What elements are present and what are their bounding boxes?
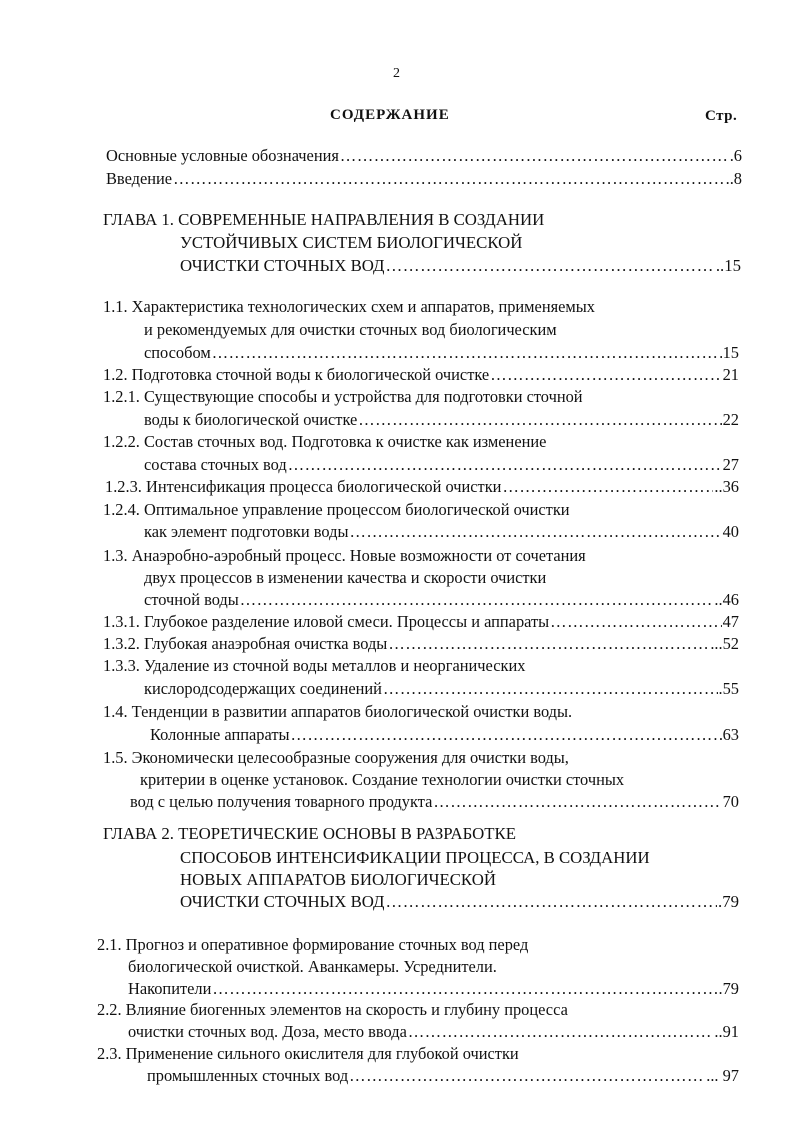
toc-entry-page: 22 (722, 410, 739, 429)
toc-leader (212, 979, 717, 999)
toc-entry-title: 1.2.3. Интенсификация процесса биологической очистки (105, 477, 502, 496)
toc-entry (144, 522, 739, 542)
toc-entry-text: критерии в оценке установок. Создание технологии очистки сточных (140, 770, 625, 789)
toc-entry-title: воды к биологической очистке (144, 410, 358, 429)
toc-entry-page: ..8 (725, 169, 742, 188)
toc-entry-page: 70 (722, 792, 739, 811)
toc-entry-text: и рекомендуемых для очистки сточных вод биологическим (144, 320, 557, 339)
toc-entry-text: 2.2. Влияние биогенных элементов на скорость и глубину процесса (97, 1000, 568, 1019)
toc-entry (106, 169, 742, 189)
page-title: СОДЕРЖАНИЕ (330, 107, 450, 123)
toc-entry (180, 892, 739, 912)
toc-leader (408, 1022, 714, 1042)
toc-entry-text: 1.2.4. Оптимальное управление процессом биологической очистки (103, 500, 570, 519)
toc-entry (103, 634, 739, 654)
toc-entry (128, 979, 739, 999)
toc-entry-page: .6 (729, 146, 742, 165)
toc-entry-page: .79 (718, 979, 739, 998)
toc-entry-text: 2.1. Прогноз и оперативное формирование сточных вод перед (97, 935, 529, 954)
page-number: 2 (393, 66, 400, 81)
toc-entry (180, 256, 741, 276)
toc-entry-text: 1.2.2. Состав сточных вод. Подготовка к очистке как изменение (103, 432, 547, 451)
chapter-heading-continued: СПОСОБОВ ИНТЕНСИФИКАЦИИ ПРОЦЕССА, В СОЗДАНИИ (180, 848, 650, 867)
toc-entry-title: ОЧИСТКИ СТОЧНЫХ ВОД (180, 256, 385, 275)
chapter-heading-continued: УСТОЙЧИВЫХ СИСТЕМ БИОЛОГИЧЕСКОЙ (180, 233, 523, 252)
toc-leader (386, 892, 718, 912)
toc-entry-page: .79 (718, 892, 739, 911)
toc-leader (386, 256, 715, 276)
toc-leader (383, 679, 718, 699)
toc-entry-page: ..91 (714, 1022, 739, 1041)
toc-entry (106, 146, 742, 166)
toc-entry-page: ... 97 (706, 1066, 739, 1085)
toc-entry-title: Накопители (128, 979, 212, 998)
toc-entry-page: 21 (722, 365, 739, 384)
chapter-heading: ГЛАВА 2. ТЕОРЕТИЧЕСКИЕ ОСНОВЫ В РАЗРАБОТКЕ (103, 824, 516, 843)
chapter-heading: ГЛАВА 1. СОВРЕМЕННЫЕ НАПРАВЛЕНИЯ В СОЗДАНИИ (103, 210, 545, 229)
toc-entry-text: 1.5. Экономически целесообразные сооружения для очистки воды, (103, 748, 569, 767)
toc-entry-title: ОЧИСТКИ СТОЧНЫХ ВОД (180, 892, 385, 911)
chapter-heading-continued: НОВЫХ АППАРАТОВ БИОЛОГИЧЕСКОЙ (180, 870, 496, 889)
toc-entry-title: состава сточных вод (144, 455, 287, 474)
toc-leader (240, 590, 714, 610)
toc-entry (128, 1022, 739, 1042)
toc-entry-title: 1.3.1. Глубокое разделение иловой смеси. Процессы и аппараты (103, 612, 550, 631)
toc-entry (144, 343, 739, 363)
toc-entry-page: ...52 (710, 634, 739, 653)
toc-entry (130, 792, 739, 812)
toc-entry (103, 612, 739, 632)
toc-entry-title: промышленных сточных вод (147, 1066, 349, 1085)
toc-entry-text: 1.4. Тенденции в развитии аппаратов биологической очистки воды. (103, 702, 573, 721)
toc-entry-text: 2.3. Применение сильного окислителя для глубокой очистки (97, 1044, 519, 1063)
toc-entry-text: двух процессов в изменении качества и скорости очистки (144, 568, 547, 587)
toc-entry-page: 47 (722, 612, 739, 631)
toc-entry-page: ..46 (714, 590, 739, 609)
toc-leader (349, 522, 721, 542)
toc-entry (144, 679, 739, 699)
toc-entry-text: 1.3.3. Удаление из сточной воды металлов и неорганических (103, 656, 526, 675)
toc-entry-title: Введение (106, 169, 173, 188)
toc-leader (340, 146, 729, 166)
toc-entry-title: кислородсодержащих соединений (144, 679, 382, 698)
toc-entry-text: 1.3. Анаэробно-аэробный процесс. Новые возможности от сочетания (103, 546, 586, 565)
toc-entry-page: 15 (722, 343, 739, 362)
toc-leader (358, 410, 721, 430)
toc-leader (550, 612, 721, 632)
toc-entry (150, 725, 739, 745)
toc-leader (212, 343, 722, 363)
toc-entry (144, 410, 739, 430)
toc-entry-text: 1.2.1. Существующие способы и устройства для подготовки сточной (103, 387, 583, 406)
toc-entry-page: ..15 (715, 256, 741, 275)
page-column-label: Стр. (705, 108, 738, 124)
toc-entry-text: биологической очисткой. Аванкамеры. Усреднители. (128, 957, 497, 976)
toc-entry-text: 1.1. Характеристика технологических схем и аппаратов, применяемых (103, 297, 595, 316)
toc-entry-page: .55 (718, 679, 739, 698)
toc-leader (388, 634, 709, 654)
toc-entry-page: 40 (722, 522, 739, 541)
toc-entry-title: Колонные аппараты (150, 725, 290, 744)
toc-entry-title: очистки сточных вод. Доза, место ввода (128, 1022, 407, 1041)
toc-entry-title: вод с целью получения товарного продукта (130, 792, 433, 811)
toc-entry-title: 1.2. Подготовка сточной воды к биологической очистке (103, 365, 490, 384)
toc-entry-page: 27 (722, 455, 739, 474)
toc-entry (147, 1066, 739, 1086)
toc-entry (144, 455, 739, 475)
toc-leader (349, 1066, 705, 1086)
toc-leader (288, 455, 722, 475)
toc-leader (502, 477, 713, 497)
toc-leader (433, 792, 721, 812)
toc-leader (291, 725, 722, 745)
toc-entry (144, 590, 739, 610)
toc-entry-title: как элемент подготовки воды (144, 522, 349, 541)
toc-entry-title: Основные условные обозначения (106, 146, 339, 165)
toc-entry (105, 477, 739, 497)
toc-leader (490, 365, 721, 385)
toc-entry-title: способом (144, 343, 211, 362)
toc-entry (103, 365, 739, 385)
toc-leader (173, 169, 725, 189)
toc-entry-page: 63 (722, 725, 739, 744)
toc-entry-title: 1.3.2. Глубокая анаэробная очистка воды (103, 634, 388, 653)
toc-entry-title: сточной воды (144, 590, 239, 609)
toc-entry-page: ..36 (714, 477, 739, 496)
